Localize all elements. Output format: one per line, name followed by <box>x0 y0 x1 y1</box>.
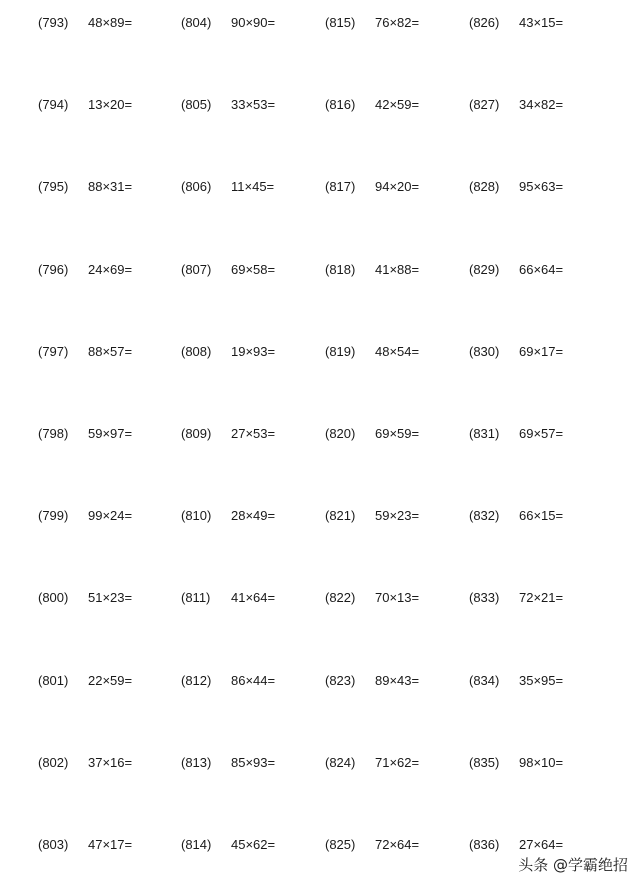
watermark: 头条 @学霸绝招 <box>518 856 628 874</box>
problem-number: (835) <box>469 755 500 770</box>
problem-number: (814) <box>181 837 212 852</box>
problem-expression: 19×93= <box>231 344 276 359</box>
problem-item <box>38 837 133 853</box>
problem-expression: 45×62= <box>231 837 276 852</box>
problem-item <box>325 97 420 113</box>
problem-number: (794) <box>38 97 69 112</box>
problem-item <box>469 426 564 442</box>
problem-item <box>38 755 133 771</box>
problem-number: (831) <box>469 426 500 441</box>
problem-expression: 94×20= <box>375 179 420 194</box>
problem-item <box>181 179 275 195</box>
problem-number: (827) <box>469 97 500 112</box>
problem-expression: 28×49= <box>231 508 276 523</box>
problem-expression: 95×63= <box>519 179 564 194</box>
problem-item <box>325 344 420 360</box>
problem-expression: 69×58= <box>231 262 276 277</box>
problem-expression: 69×59= <box>375 426 420 441</box>
problem-item <box>181 508 276 524</box>
problem-item <box>325 179 420 195</box>
problem-item <box>469 755 564 771</box>
problem-number: (832) <box>469 508 500 523</box>
problem-number: (802) <box>38 755 69 770</box>
problem-number: (803) <box>38 837 69 852</box>
problem-item <box>469 673 564 689</box>
problem-expression: 66×15= <box>519 508 564 523</box>
problem-expression: 59×97= <box>88 426 133 441</box>
problem-expression: 51×23= <box>88 590 133 605</box>
problem-expression: 59×23= <box>375 508 420 523</box>
problem-expression: 69×17= <box>519 344 564 359</box>
problem-number: (830) <box>469 344 500 359</box>
problem-number: (804) <box>181 15 212 30</box>
problem-expression: 37×16= <box>88 755 133 770</box>
problem-expression: 34×82= <box>519 97 564 112</box>
problem-number: (823) <box>325 673 356 688</box>
problem-item <box>38 15 133 31</box>
problem-item <box>181 673 276 689</box>
problem-number: (796) <box>38 262 69 277</box>
problem-expression: 70×13= <box>375 590 420 605</box>
problem-item <box>38 179 133 195</box>
problem-expression: 69×57= <box>519 426 564 441</box>
problem-item <box>469 508 564 524</box>
problem-item <box>469 15 564 31</box>
problem-expression: 88×57= <box>88 344 133 359</box>
problem-item <box>469 344 564 360</box>
problem-number: (798) <box>38 426 69 441</box>
problem-item <box>38 262 133 278</box>
problem-item <box>181 837 276 853</box>
problem-item <box>181 344 276 360</box>
problem-item <box>181 755 276 771</box>
problem-expression: 35×95= <box>519 673 564 688</box>
problem-expression: 27×64= <box>519 837 564 852</box>
problem-number: (819) <box>325 344 356 359</box>
problem-number: (828) <box>469 179 500 194</box>
problem-expression: 13×20= <box>88 97 133 112</box>
problem-item <box>325 755 420 771</box>
problem-expression: 24×69= <box>88 262 133 277</box>
problem-item <box>38 673 133 689</box>
problem-number: (811) <box>181 590 211 605</box>
problem-item <box>38 344 133 360</box>
problem-number: (826) <box>469 15 500 30</box>
problem-number: (797) <box>38 344 69 359</box>
problem-item <box>325 837 420 853</box>
problem-number: (813) <box>181 755 212 770</box>
problem-number: (836) <box>469 837 500 852</box>
problem-item <box>325 508 420 524</box>
problem-item <box>181 590 276 606</box>
problem-number: (829) <box>469 262 500 277</box>
problem-expression: 89×43= <box>375 673 420 688</box>
problem-expression: 41×88= <box>375 262 420 277</box>
problem-expression: 48×89= <box>88 15 133 30</box>
problem-item <box>38 426 133 442</box>
problem-number: (800) <box>38 590 69 605</box>
problem-item <box>469 837 564 853</box>
problem-item <box>469 97 564 113</box>
problem-number: (806) <box>181 179 212 194</box>
problem-expression: 71×62= <box>375 755 420 770</box>
problem-expression: 11×45= <box>231 179 275 194</box>
problem-number: (807) <box>181 262 212 277</box>
problem-number: (805) <box>181 97 212 112</box>
problem-number: (801) <box>38 673 69 688</box>
problem-expression: 43×15= <box>519 15 564 30</box>
problem-number: (820) <box>325 426 356 441</box>
problem-item <box>325 426 420 442</box>
problem-expression: 22×59= <box>88 673 133 688</box>
problem-expression: 90×90= <box>231 15 276 30</box>
problem-item <box>181 15 276 31</box>
problem-item <box>469 179 564 195</box>
problem-number: (815) <box>325 15 356 30</box>
problem-number: (818) <box>325 262 356 277</box>
problem-number: (824) <box>325 755 356 770</box>
problem-number: (834) <box>469 673 500 688</box>
problem-item <box>325 15 420 31</box>
problem-number: (799) <box>38 508 69 523</box>
problem-expression: 66×64= <box>519 262 564 277</box>
problem-expression: 42×59= <box>375 97 420 112</box>
problem-number: (817) <box>325 179 356 194</box>
problem-number: (812) <box>181 673 212 688</box>
problem-number: (816) <box>325 97 356 112</box>
problem-number: (810) <box>181 508 212 523</box>
problem-number: (808) <box>181 344 212 359</box>
problem-expression: 98×10= <box>519 755 564 770</box>
problem-item <box>325 262 420 278</box>
problem-item <box>181 262 276 278</box>
problem-expression: 72×64= <box>375 837 420 852</box>
problem-expression: 72×21= <box>519 590 564 605</box>
problem-expression: 85×93= <box>231 755 276 770</box>
problem-number: (833) <box>469 590 500 605</box>
problem-number: (809) <box>181 426 212 441</box>
problem-item <box>469 262 564 278</box>
problem-item <box>181 97 276 113</box>
problem-item <box>38 508 133 524</box>
problem-item <box>38 97 133 113</box>
problem-expression: 88×31= <box>88 179 133 194</box>
problem-expression: 76×82= <box>375 15 420 30</box>
problem-expression: 47×17= <box>88 837 133 852</box>
problem-item <box>325 673 420 689</box>
problem-expression: 86×44= <box>231 673 276 688</box>
problem-number: (821) <box>325 508 356 523</box>
problem-item <box>181 426 276 442</box>
problem-expression: 41×64= <box>231 590 276 605</box>
problem-number: (825) <box>325 837 356 852</box>
problem-expression: 48×54= <box>375 344 420 359</box>
problem-expression: 27×53= <box>231 426 276 441</box>
problem-item <box>38 590 133 606</box>
problem-number: (793) <box>38 15 69 30</box>
problem-number: (795) <box>38 179 69 194</box>
problem-number: (822) <box>325 590 356 605</box>
problem-expression: 99×24= <box>88 508 133 523</box>
problem-expression: 33×53= <box>231 97 276 112</box>
problem-item <box>469 590 564 606</box>
problem-item <box>325 590 420 606</box>
